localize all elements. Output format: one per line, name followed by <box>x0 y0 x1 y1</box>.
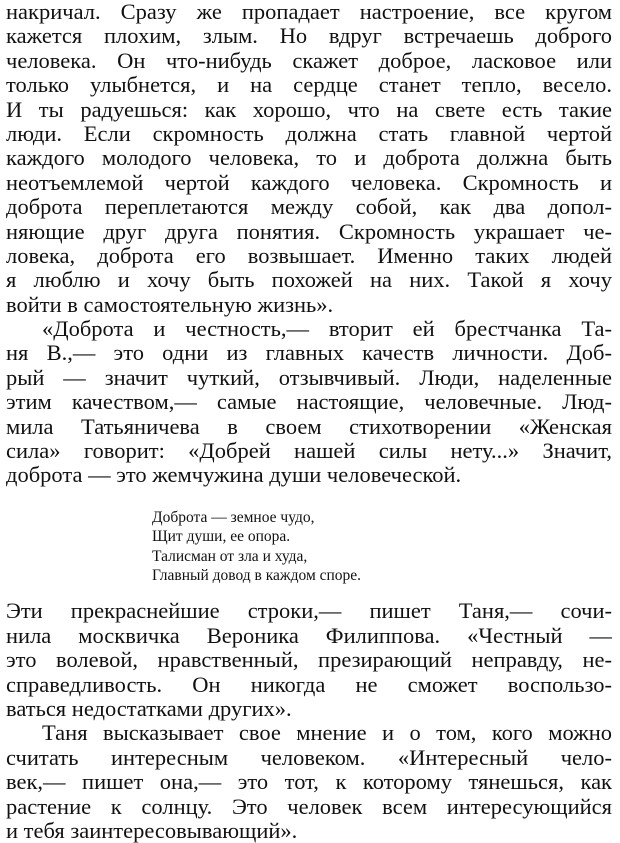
poem-line: Щит души, ее опора. <box>152 528 291 546</box>
text-line: и тебя заинтересовывающий». <box>6 818 298 843</box>
poem-line: Талисман от зла и худа, <box>152 547 308 565</box>
text-line: век,— пишет она,— это тот, к которому тянешься, как <box>6 770 612 795</box>
paragraph-2 <box>6 317 612 488</box>
text-line: войти в самостоятельную жизнь». <box>6 292 334 317</box>
text-line: я люблю и хочу быть похожей на них. Такой я хочу <box>6 268 612 293</box>
text-line: И ты радуешься: как хорошо, что на свете есть такие <box>6 97 612 122</box>
text-line: доброта — это жемчужина души человеческой. <box>6 463 462 488</box>
text-line: кажется плохим, злым. Но вдруг встречаешь доброго <box>6 24 612 49</box>
text-line: мила Татьяничева в своем стихотворении «Женская <box>6 414 612 439</box>
text-line: человека. Он что-нибудь скажет доброе, ласковое или <box>6 48 612 73</box>
text-line: этим качеством,— самые настоящие, человечные. Люд- <box>6 390 612 415</box>
text-line: «Доброта и честность,— вторит ей брестчанка Та- <box>42 317 612 342</box>
text-line: неотъемлемой чертой каждого человека. Скромность и <box>6 170 612 195</box>
poem-quote <box>152 508 612 586</box>
document-page <box>6 0 612 843</box>
text-line: доброта переплетаются между собой, как два допол- <box>6 195 612 220</box>
text-line: только улыбнется, и на сердце станет тепло, весело. <box>6 73 612 98</box>
paragraph-4 <box>6 721 612 843</box>
text-line: ваться недостатками других». <box>6 697 292 721</box>
text-line: ловека, доброта его возвышает. Именно таких людей <box>6 243 612 268</box>
text-line: накричал. Сразу же пропадает настроение, все кругом <box>6 0 612 24</box>
text-line: каждого молодого человека, то и доброта должна быть <box>6 146 612 171</box>
paragraph-3 <box>6 599 612 721</box>
text-line: считать интересным человеком. «Интересный чело- <box>6 745 612 770</box>
text-line: сила» говорит: «Добрей нашей силы нету...» Значит, <box>6 439 612 464</box>
text-line: ня В.,— это одни из главных качеств личности. Доб- <box>6 341 612 366</box>
text-line: няющие друг друга понятия. Скромность украшает че- <box>6 219 612 244</box>
text-line: рый — значит чуткий, отзывчивый. Люди, наделенные <box>6 365 612 390</box>
poem-line: Доброта — земное чудо, <box>152 508 315 526</box>
text-line: это волевой, нравственный, презирающий неправду, не- <box>6 648 612 673</box>
text-line: люди. Если скромность должна стать главной чертой <box>6 121 612 146</box>
paragraph-1 <box>6 0 612 317</box>
text-line: Эти прекраснейшие строки,— пишет Таня,— сочи- <box>6 599 612 624</box>
poem-line: Главный довод в каждом споре. <box>152 567 362 585</box>
text-line: справедливость. Он никогда не сможет воспользо- <box>6 672 612 697</box>
text-line: Таня высказывает свое мнение и о том, кого можно <box>42 721 612 746</box>
text-line: нила москвичка Вероника Филиппова. «Честный — <box>6 623 612 648</box>
text-line: растение к солнцу. Это человек всем интересующийся <box>6 794 612 819</box>
